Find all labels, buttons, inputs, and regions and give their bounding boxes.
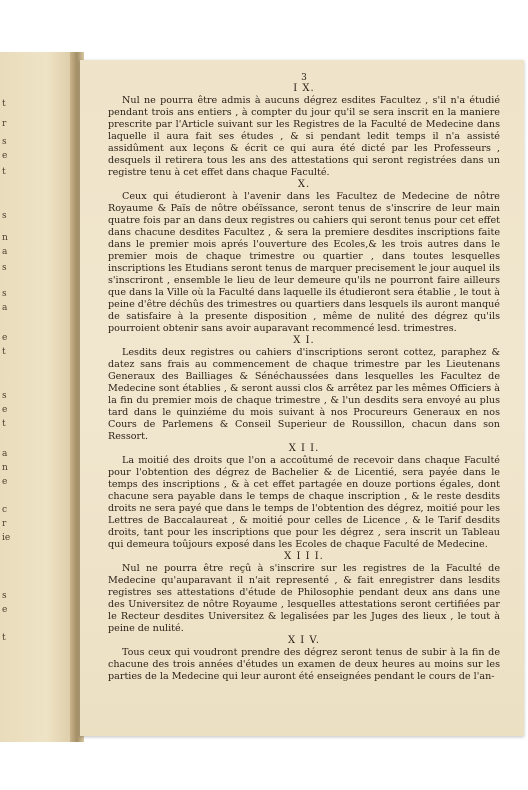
left-page-fragment: s (2, 263, 7, 273)
article-paragraph: Lesdits deux registres ou cahiers d'inscriptions seront cottez, paraphez & datez sans frais au commencement de chaque trimestre par les Lieutenans Generaux des Bailliages & Sénéchaussées dans lesquelles les Facultez de Medecine sont établies , & seront aussi clos & arrêtez par les mêmes Officiers à la fin du premier mois de chaque trimestre , & l'un desdits sera envoyé au plus tard dans le quinziéme du mois suivant à nos Procureurs Generaux en nos Cours de Parlemens & Conseil Superieur de Roussillon, chacun dans son Ressort. (108, 347, 500, 442)
left-page-fragment: ie (2, 533, 11, 543)
left-page-fragment: n (2, 463, 8, 473)
left-page-fragment: t (2, 633, 6, 643)
article-heading: X I I. (288, 443, 320, 454)
left-page-fragment: t (2, 347, 6, 357)
left-page-fragment: t (2, 419, 6, 429)
article-heading: X I V. (287, 635, 321, 646)
article-heading: I X. (293, 83, 315, 94)
left-page-fragment: e (2, 151, 8, 161)
left-page-fragment: a (2, 449, 8, 459)
article-heading: X I. (293, 335, 315, 346)
document-page (80, 60, 524, 736)
left-page-fragment: e (2, 405, 8, 415)
page-text (108, 74, 500, 683)
left-page-fragment: r (2, 519, 7, 529)
article-paragraph: Nul ne pourra être reçû à s'inscrire sur les registres de la Faculté de Medecine qu'auparavant il n'ait representé , & fait enregistrer dans lesdits registres ses attestations d'étude de Philosophie pendant deux ans dans une des Universitez de nôtre Royaume , lesquelles attestations seront certifiées par le Recteur desdites Universitez & legalisées par les Juges des lieux , le tout à peine de nulité. (108, 563, 500, 634)
left-page-fragment: s (2, 591, 7, 601)
left-page-edge (0, 52, 78, 742)
left-page-fragment: t (2, 167, 6, 177)
left-page-fragment: t (2, 99, 6, 109)
left-page-fragment: a (2, 303, 8, 313)
left-page-fragment: s (2, 137, 7, 147)
left-page-fragment: n (2, 233, 8, 243)
left-page-fragment: e (2, 333, 8, 343)
left-page-fragment: e (2, 477, 8, 487)
article-paragraph: Nul ne pourra être admis à aucuns dégrez esdites Facultez , s'il n'a étudié pendant trois ans entiers , à compter du jour qu'il se sera inscrit en la maniere prescrite par l'Article suivant sur les Registres de la Faculté de Medecine dans laquelle il aura fait ses études , & si pendant ledit temps il n'a assisté assidûment aux leçons & écrit ce qui aura été dicté par les Professeurs , desquels il retirera tous les ans des attestations qui seront registrées dans un registre tenu à cet effet dans chaque Faculté. (108, 95, 500, 178)
article-paragraph: La moitié des droits que l'on a accoûtumé de recevoir dans chaque Faculté pour l'obtention des dégrez de Bachelier & de Licentié, sera payée dans le temps des inscriptions , & à cet effet partagée en douze portions égales, dont chacune sera payable dans le temps de chaque inscription , & le reste desdits droits ne sera payé que dans le temps de l'obtention des dégrez, moitié pour les Lettres de Baccalaureat , & moitié pour celles de Licence , & le Tarif desdits droits, tant pour les inscriptions que pour les dégrez , sera inscrit un Tableau qui demeura toûjours exposé dans les Ecoles de chaque Faculté de Medecine. (108, 455, 500, 550)
left-page-fragment: s (2, 391, 7, 401)
page-number: 3 (301, 73, 307, 83)
left-page-fragment: e (2, 605, 8, 615)
left-page-fragment: s (2, 289, 7, 299)
article-paragraph: Tous ceux qui voudront prendre des dégrez seront tenus de subir à la fin de chacune des trois années d'études un examen de deux heures au moins sur les parties de la Medecine qui leur auront été enseignées pendant le cours de l'an- (108, 647, 500, 682)
article-paragraph: Ceux qui étudieront à l'avenir dans les Facultez de Medecine de nôtre Royaume & Païs de nôtre obéïssance, seront tenus de s'inscrire de leur main quatre fois par an dans deux registres ou cahiers qui seront tenus pour cet effet dans chacune desdites Facultez , & sera la premiere desdites inscriptions faite dans le premier mois aprés l'ouverture des Ecoles,& les trois autres dans le premier mois de chaque trimestre ou quartier , dans toutes lesquelles inscriptions les Etudians seront tenus de marquer precisement le jour auquel ils s'inscriront , ensemble le lieu de leur demeure qu'ils ne pourront faire ailleurs que dans la Ville où la Faculté dans laquelle ils étudieront sera établie , le tout à peine d'être déchûs des trimestres ou quartiers dans lesquels ils auront manqué de satisfaire à la presente disposition , même de nulité des dégrez qu'ils pourroient obtenir sans avoir auparavant recommencé lesd. trimestres. (108, 191, 500, 334)
article-heading: X I I I. (284, 551, 324, 562)
left-page-fragment: a (2, 247, 8, 257)
left-page-fragment: c (2, 505, 8, 515)
left-page-fragment: r (2, 119, 7, 129)
left-page-fragment: s (2, 211, 7, 221)
article-heading: X. (297, 179, 311, 190)
